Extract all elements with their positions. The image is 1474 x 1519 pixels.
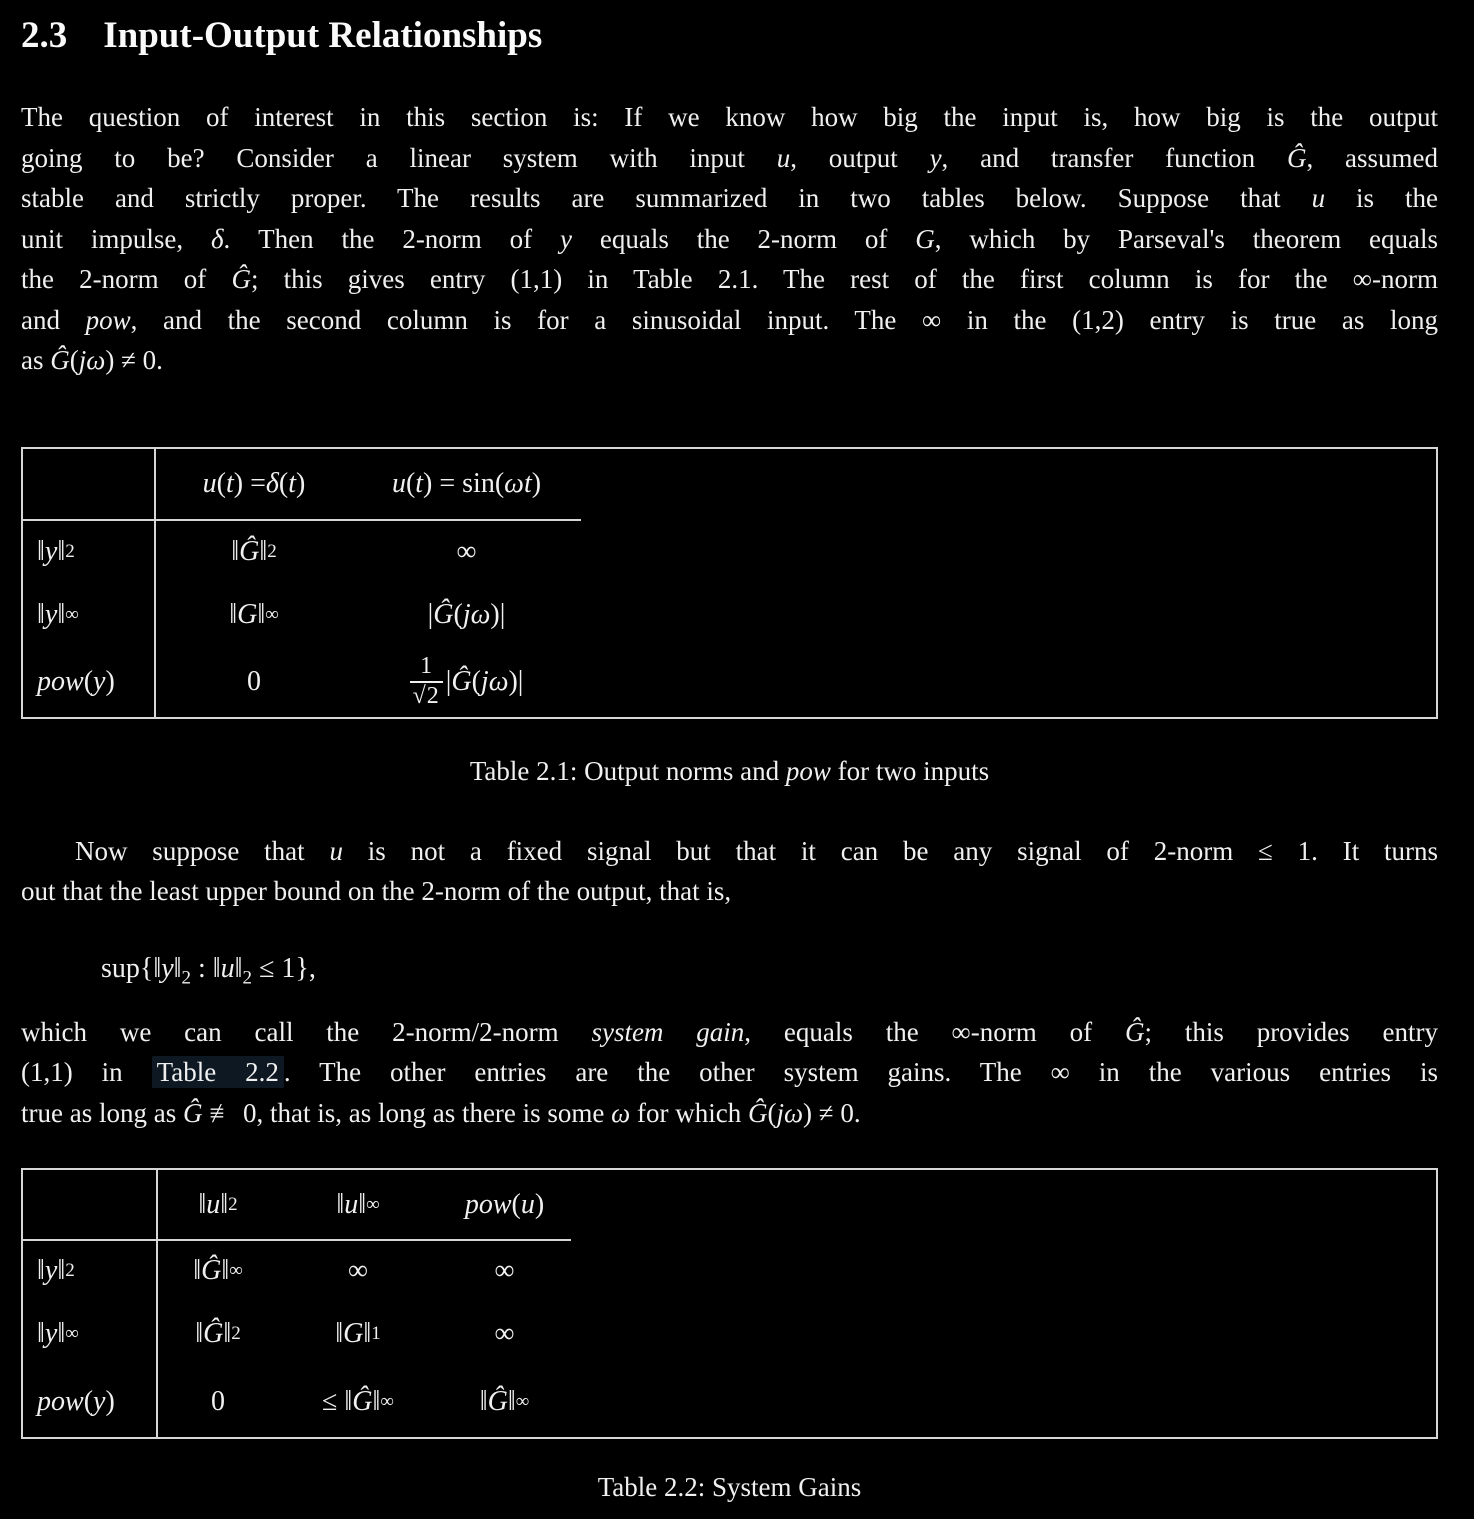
table-2-2-figure: [21, 1168, 1438, 1503]
table-row-label: pow ( y ): [23, 647, 156, 717]
table-cell: ∞: [494, 1255, 515, 1287]
table-cell: ‖ Ĝ ‖ 2: [195, 1318, 241, 1350]
table-cell: ‖ G ‖ ∞: [229, 598, 279, 630]
table-corner-cell: [23, 449, 156, 521]
text-line: (1,1) in Table 2.2 . The other entries are the other system gains. The ∞ in the various entries is: [21, 1057, 1439, 1088]
table-header-cell: ‖ u ‖ ∞: [278, 1170, 438, 1241]
text-line: as Ĝ(jω) ≠ 0.: [21, 345, 163, 376]
table-header-cell: u ( t ) = δ ( t ): [156, 449, 352, 521]
text-line: Now suppose that u is not a fixed signal but that it can be any signal of 2-norm ≤ 1. It turns: [75, 835, 1439, 866]
table-row-label: ‖ y ‖ ∞: [23, 583, 156, 647]
table-cell: ∞: [456, 535, 477, 567]
table-header-cell: u ( t ) = sin( ωt ): [352, 449, 581, 521]
table-cell: ‖ Ĝ ‖ ∞: [479, 1386, 530, 1418]
section-number: 2.3: [21, 15, 68, 56]
text-line: unit impulse, δ. Then the 2-norm of y equals the 2-norm of G, which by Parseval's theorem equals: [21, 223, 1439, 254]
text-line: stable and strictly proper. The results are summarized in two tables below. Suppose that u is the: [21, 183, 1438, 214]
table-2-1: [21, 447, 1438, 719]
text-line: out that the least upper bound on the 2-norm of the output, that is,: [21, 876, 732, 907]
table-2-2: [21, 1168, 1438, 1439]
paragraph-gains: [21, 1012, 1438, 1134]
table-cell: ∞: [348, 1255, 368, 1287]
text-line: which we can call the 2-norm/2-norm system gain, equals the ∞-norm of Ĝ; this provides entry: [21, 1016, 1439, 1047]
table-row-label: ‖ y ‖ 2: [23, 521, 156, 583]
table-header-cell: ‖ u ‖ 2: [158, 1170, 278, 1241]
table-header-cell: pow ( u ): [438, 1170, 571, 1241]
table-2-2-link[interactable]: Table 2.2: [152, 1056, 284, 1088]
table-2-1-caption: Table 2.1: Output norms and pow for two inputs: [469, 755, 990, 786]
section-heading: [21, 14, 1438, 58]
text-line: the 2-norm of Ĝ; this gives entry (1,1) in Table 2.1. The rest of the first column is for the ∞-norm: [21, 264, 1438, 295]
paragraph-intro: [21, 97, 1438, 381]
table-row-label: ‖ y ‖ ∞: [23, 1301, 158, 1367]
table-cell: ‖ Ĝ ‖ ∞: [193, 1255, 243, 1287]
text-line: and pow, and the second column is for a sinusoidal input. The ∞ in the (1,2) entry is true as long: [21, 304, 1439, 335]
paragraph-sup: [21, 831, 1438, 912]
table-cell: ‖ Ĝ ‖ 2: [231, 535, 277, 567]
table-cell: ‖ G ‖ 1: [335, 1318, 381, 1350]
table-cell: ∞: [494, 1318, 515, 1350]
section-title: Input-Output Relationships: [103, 15, 543, 56]
table-cell: | Ĝ ( jω )|: [427, 598, 506, 630]
table-2-2-caption: Table 2.2: System Gains: [597, 1472, 862, 1503]
text-line: going to be? Consider a linear system with input u, output y, and transfer function Ĝ, assumed: [21, 142, 1438, 173]
table-cell: 0: [211, 1386, 225, 1418]
sup-equation: $sup\{‖y‖_2$ : $‖u‖_2 \le 1$},: [101, 952, 316, 989]
text-line: The question of interest in this section is: If we know how big the input is, how big is the output: [21, 102, 1438, 133]
table-cell: ≤ ‖ Ĝ ‖ ∞: [322, 1386, 394, 1418]
table-cell: 0: [247, 665, 261, 697]
table-2-1-figure: [21, 447, 1438, 787]
table-row-label: ‖ y ‖ 2: [23, 1241, 158, 1301]
table-row-label: pow ( y ): [23, 1367, 158, 1437]
table-corner-cell: [23, 1170, 158, 1241]
table-cell: $\frac{1}{√2}$ | Ĝ ( jω )|: [352, 647, 581, 717]
text-line: true as long as Ĝ ≢ 0, that is, as long as there is some ω for which Ĝ(jω) ≠ 0.: [21, 1097, 861, 1128]
